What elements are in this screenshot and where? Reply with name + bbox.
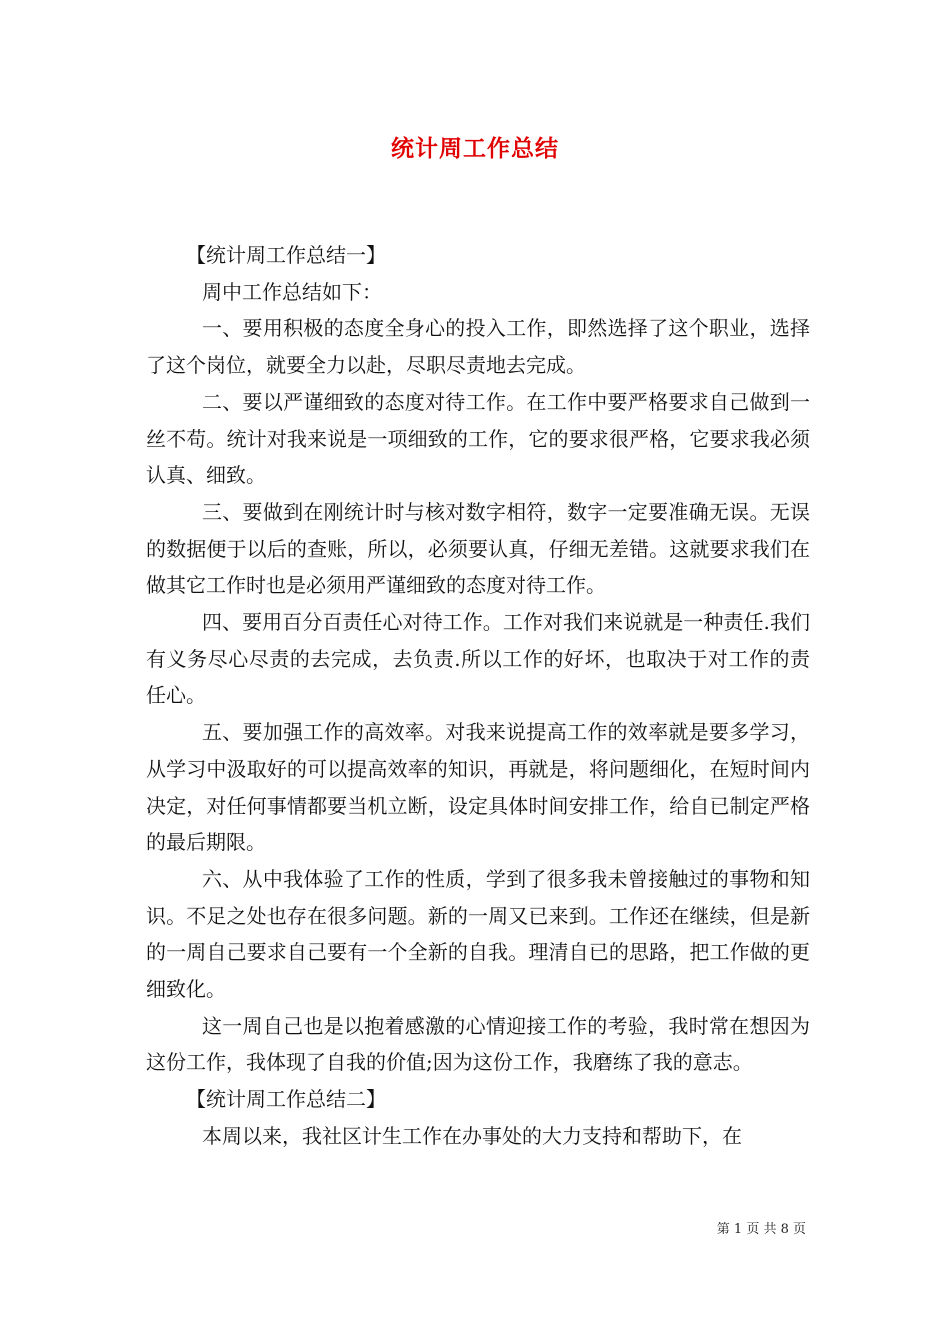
- paragraph: 这一周自己也是以抱着感激的心情迎接工作的考验，我时常在想因为这份工作，我体现了自我的价值;因为这份工作，我磨练了我的意志。: [146, 1013, 810, 1075]
- page-number-footer: 第 1 页 共 8 页: [716, 1222, 806, 1237]
- document-title: 统计周工作总结: [391, 135, 559, 162]
- paragraph: 五、要加强工作的高效率。对我来说提高工作的效率就是要多学习，从学习中汲取好的可以提高效率的知识，再就是，将问题细化，在短时间内决定，对任何事情都要当机立断，设定具体时间安排工作，给自已制定严格的最后期限。: [146, 720, 810, 855]
- paragraph: 本周以来，我社区计生工作在办事处的大力支持和帮助下，在: [202, 1123, 742, 1148]
- paragraph: 周中工作总结如下：: [202, 279, 382, 304]
- paragraph: 四、要用百分百责任心对待工作。工作对我们来说就是一种责任.我们有义务尽心尽责的去完成，去负责.所以工作的好坏，也取决于对工作的责任心。: [146, 610, 810, 708]
- section-heading-1: 【统计周工作总结一】: [186, 243, 386, 267]
- section-heading-2: 【统计周工作总结二】: [186, 1087, 386, 1112]
- paragraph: 二、要以严谨细致的态度对待工作。在工作中要严格要求自己做到一丝不苟。统计对我来说是一项细致的工作，它的要求很严格，它要求我必须认真、细致。: [146, 389, 810, 488]
- paragraph: 六、从中我体验了工作的性质，学到了很多我未曾接触过的事物和知识。不足之处也存在很多问题。新的一周又已来到。工作还在继续，但是新的一周自己要求自己要有一个全新的自我。理清自已的思路，把工作做的更细致化。: [146, 866, 810, 1002]
- document-body: [146, 237, 810, 1155]
- paragraph: 一、要用积极的态度全身心的投入工作，即然选择了这个职业，选择了这个岗位，就要全力以赴，尽职尽责地去完成。: [146, 316, 810, 378]
- paragraph: 三、要做到在刚统计时与核对数字相符，数字一定要准确无误。无误的数据便于以后的查账，所以，必须要认真，仔细无差错。这就要求我们在做其它工作时也是必须用严谨细致的态度对待工作。: [146, 499, 810, 598]
